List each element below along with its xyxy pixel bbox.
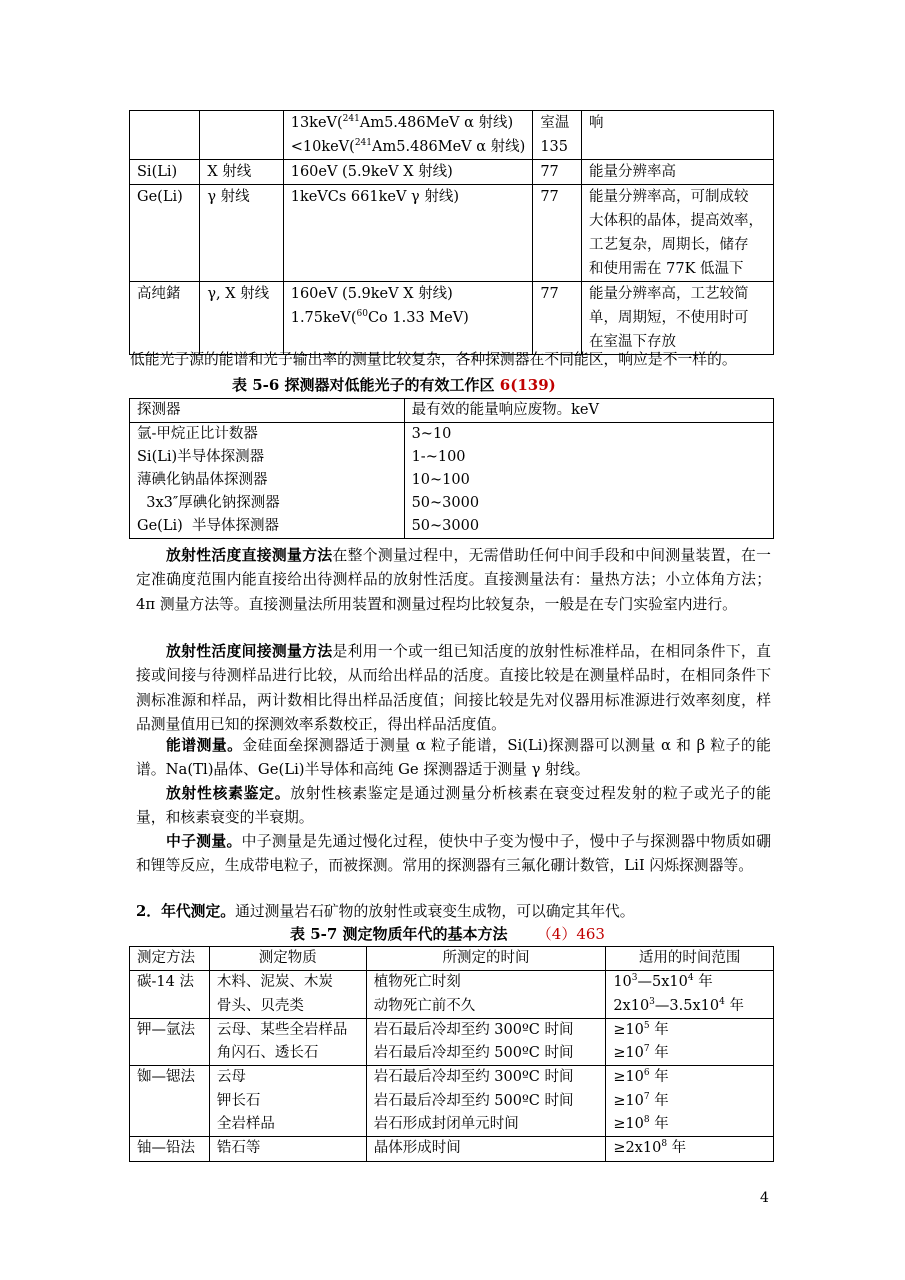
resolution-cell-line: 160eV (5.9keV X 射线) bbox=[290, 164, 453, 180]
time-cell-line: 岩石最后冷却至约 300ºC 时间 bbox=[373, 1021, 574, 1038]
table-header-row bbox=[130, 399, 774, 423]
temperature-cell bbox=[533, 160, 582, 185]
temperature-cell-line: 77 bbox=[540, 189, 559, 205]
detector-cell-line: Ge(Li) bbox=[137, 189, 183, 205]
radiation-cell bbox=[200, 282, 283, 355]
temperature-cell bbox=[533, 111, 582, 160]
header-cell-line: 测定方法 bbox=[137, 950, 195, 966]
resolution-cell bbox=[283, 185, 533, 282]
temperature-cell bbox=[533, 185, 582, 282]
time-cell-line: 晶体形成时间 bbox=[373, 1140, 461, 1157]
detector-cell bbox=[130, 282, 200, 355]
intro-line: 低能光子源的能谱和光子输出率的测量比较复杂，各种探测器在不同能区，响应是不一样的。 bbox=[130, 351, 737, 368]
table-row bbox=[130, 423, 774, 539]
time-cell bbox=[366, 1066, 606, 1137]
energy-range: 10~100 bbox=[411, 472, 470, 488]
detector-name: 薄碘化钠晶体探测器 bbox=[137, 472, 268, 488]
header-cell-line: 适用的时间范围 bbox=[638, 950, 741, 966]
radiation-cell bbox=[200, 160, 283, 185]
notes-cell bbox=[582, 111, 774, 160]
material-cell-line: 锆石等 bbox=[216, 1140, 261, 1157]
temperature-cell-line: 77 bbox=[540, 286, 559, 302]
resolution-cell bbox=[283, 282, 533, 355]
material-cell-line: 骨头、贝壳类 bbox=[216, 997, 304, 1014]
header-cell bbox=[209, 947, 366, 971]
paragraph-text: 金硅面垒探测器适于测量 α 粒子能谱，Si(Li)探测器可以测量 α 和 β 粒子的能谱。Na(Tl)晶体、Ge(Li)半导体和高纯 Ge 探测器适于测量 γ 射线。 bbox=[136, 737, 771, 779]
energy-range: 50~3000 bbox=[411, 518, 480, 534]
material-cell-line: 全岩样品 bbox=[216, 1116, 275, 1133]
resolution-cell bbox=[283, 111, 533, 160]
time-cell bbox=[366, 971, 606, 1019]
method-cell bbox=[130, 1137, 210, 1161]
range-cell-line: $\ge 10^5$ 年 bbox=[613, 1021, 669, 1038]
energy-range: 50~3000 bbox=[411, 495, 480, 511]
time-cell-line: 植物死亡时刻 bbox=[373, 974, 461, 991]
range-cell-line: $\ge 10^8$ 年 bbox=[613, 1115, 669, 1133]
material-cell-line: 云母 bbox=[216, 1069, 246, 1086]
detector-cell-line: 高纯鍺 bbox=[137, 286, 181, 302]
paragraph-text: 是利用一个或一组已知活度的放射性标准样品，在相同条件下，直接或间接与待测样品进行比较，从而给出样品的活度。直接比较是在测量样品时，在相同条件下测标准源和样品，两计数相比得出样品活度值；间接比较是先对仪器用标准源进行效率刻度，样品测量值用已知的探测效率系数校正，得出样品活度值。 bbox=[136, 643, 771, 733]
paragraph bbox=[136, 640, 771, 737]
resolution-cell-line: 1keVCs 661keV γ 射线) bbox=[290, 189, 459, 205]
method-cell-line: 铀—铅法 bbox=[137, 1140, 195, 1157]
table-row bbox=[130, 1018, 774, 1066]
range-cell bbox=[606, 971, 774, 1019]
paragraph-heading: 放射性活度间接测量方法 bbox=[166, 643, 333, 660]
section-2-bold: 2．年代测定。 bbox=[136, 903, 236, 920]
detector-cell bbox=[130, 160, 200, 185]
detector-cell-line bbox=[137, 111, 192, 135]
paragraph bbox=[136, 544, 771, 617]
time-cell bbox=[366, 1137, 606, 1161]
paragraph bbox=[136, 734, 771, 783]
notes-cell-line: 工艺复杂，周期长，储存 bbox=[589, 237, 749, 253]
temperature-cell-line: 135 bbox=[540, 139, 569, 155]
header-cell bbox=[366, 947, 606, 971]
time-cell-line: 动物死亡前不久 bbox=[373, 997, 476, 1014]
header-cell-line: 最有效的能量响应废物。keV bbox=[411, 402, 599, 418]
paragraph bbox=[136, 830, 771, 879]
radiation-cell-line: γ, X 射线 bbox=[207, 286, 270, 302]
table-row bbox=[130, 971, 774, 1019]
range-cell-line: $10^3—5x10^4$ 年 bbox=[613, 973, 713, 991]
section-2-heading bbox=[136, 900, 635, 924]
resolution-cell-line: 13keV($^{241}$Am5.486MeV α 射线) bbox=[290, 114, 514, 131]
detector-name: 氩-甲烷正比计数器 bbox=[137, 426, 258, 442]
resolution-cell bbox=[283, 160, 533, 185]
notes-cell-line: 大体积的晶体，提高效率， bbox=[589, 213, 764, 229]
resolution-cell-line: 160eV (5.9keV X 射线) bbox=[290, 286, 453, 302]
detector-name: Ge(Li) 半导体探测器 bbox=[137, 518, 279, 534]
notes-cell-line: 响 bbox=[589, 115, 604, 131]
range-cell-line: $\ge 10^6$ 年 bbox=[613, 1068, 669, 1086]
material-cell bbox=[209, 1137, 366, 1161]
paragraph-text: 放射性核素鉴定是通过测量分析核素在衰变过程发射的粒子或光子的能量，和核素衰变的半衰期。 bbox=[136, 785, 771, 827]
time-cell-line: 岩石最后冷却至约 500ºC 时间 bbox=[373, 1045, 574, 1062]
method-cell-line: 铷—锶法 bbox=[137, 1069, 195, 1086]
material-cell bbox=[209, 971, 366, 1019]
material-cell-line: 木料、泥炭、木炭 bbox=[216, 974, 333, 991]
notes-cell bbox=[582, 282, 774, 355]
radiation-cell bbox=[200, 185, 283, 282]
caption-text: 表 5-6 探测器对低能光子的有效工作区 bbox=[232, 376, 500, 394]
paragraph-text: 中子测量是先通过慢化过程，使快中子变为慢中子，慢中子与探测器中物质如硼和锂等反应，生成带电粒子，而被探测。常用的探测器有三氟化硼计数管，LiI 闪烁探测器等。 bbox=[136, 833, 771, 875]
caption-ref: 6(139) bbox=[499, 376, 556, 394]
notes-cell-line: 和使用需在 77K 低温下 bbox=[589, 261, 744, 277]
page-number: 4 bbox=[760, 1190, 769, 1206]
energy-column bbox=[404, 423, 773, 539]
detector-cell-line: Si(Li) bbox=[137, 164, 178, 180]
notes-cell-line: 单，周期短，不使用时可 bbox=[589, 310, 749, 326]
table-5-7-caption bbox=[290, 923, 605, 944]
method-cell bbox=[130, 1018, 210, 1066]
energy-range: 3~10 bbox=[411, 426, 452, 442]
detector-column bbox=[130, 423, 405, 539]
resolution-cell-line: 1.75keV($^{60}$Co 1.33 MeV) bbox=[290, 309, 469, 326]
table-row bbox=[130, 185, 774, 282]
range-cell bbox=[606, 1137, 774, 1161]
range-cell-line: $\ge 10^7$ 年 bbox=[613, 1044, 669, 1062]
range-cell bbox=[606, 1066, 774, 1137]
notes-cell-line: 能量分辨率高，工艺较简 bbox=[589, 286, 749, 302]
notes-cell bbox=[582, 160, 774, 185]
paragraph-text: 在整个测量过程中，无需借助任何中间手段和中间测量装置，在一定准确度范围内能直接给出待测样品的放射性活度。直接测量法有：量热方法；小立体角方法；4π 测量方法等。直接测量法所用装置和测量过程均比较复杂，一般是在专门实验室内进行。 bbox=[136, 547, 771, 613]
detector-name: Si(Li)半导体探测器 bbox=[137, 449, 265, 465]
header-cell-line: 所测定的时间 bbox=[442, 950, 530, 966]
header-cell bbox=[130, 399, 405, 423]
table-header-row bbox=[130, 947, 774, 971]
header-cell-line: 探测器 bbox=[137, 402, 181, 418]
time-cell bbox=[366, 1018, 606, 1066]
notes-cell bbox=[582, 185, 774, 282]
detector-cell bbox=[130, 185, 200, 282]
resolution-cell-line: <10keV($^{241}$Am5.486MeV α 射线) bbox=[290, 138, 526, 155]
detector-comparison-table bbox=[129, 110, 774, 355]
caption-ref: （4）463 bbox=[536, 925, 605, 943]
time-cell-line: 岩石最后冷却至约 300ºC 时间 bbox=[373, 1069, 574, 1086]
range-cell-line: $\ge 2x10^8$ 年 bbox=[613, 1139, 687, 1157]
temperature-cell bbox=[533, 282, 582, 355]
detector-name: 3x3″厚碘化钠探测器 bbox=[137, 495, 280, 511]
material-cell bbox=[209, 1066, 366, 1137]
time-cell-line: 岩石最后冷却至约 500ºC 时间 bbox=[373, 1092, 574, 1109]
radiation-cell bbox=[200, 111, 283, 160]
table-row bbox=[130, 1066, 774, 1137]
material-cell-line: 云母、某些全岩样品 bbox=[216, 1021, 348, 1038]
paragraph-heading: 能谱测量。 bbox=[166, 737, 243, 754]
paragraph-heading: 中子测量。 bbox=[166, 833, 242, 850]
method-cell bbox=[130, 1066, 210, 1137]
paragraph-heading: 放射性活度直接测量方法 bbox=[166, 547, 333, 564]
header-cell bbox=[606, 947, 774, 971]
notes-cell-line: 能量分辨率高，可制成较 bbox=[589, 189, 749, 205]
dating-methods-table bbox=[129, 946, 774, 1162]
material-cell bbox=[209, 1018, 366, 1066]
radiation-cell-line: X 射线 bbox=[207, 164, 252, 180]
header-cell-line: 测定物质 bbox=[258, 950, 317, 966]
table-row bbox=[130, 1137, 774, 1161]
time-cell-line: 岩石形成封闭单元时间 bbox=[373, 1116, 519, 1133]
paragraph bbox=[136, 782, 771, 831]
range-cell bbox=[606, 1018, 774, 1066]
section-2-text: 通过测量岩石矿物的放射性或衰变生成物，可以确定其年代。 bbox=[235, 903, 635, 920]
table-row bbox=[130, 160, 774, 185]
material-cell-line: 钾长石 bbox=[216, 1092, 261, 1109]
detector-cell bbox=[130, 111, 200, 160]
method-cell-line: 碳-14 法 bbox=[137, 974, 194, 991]
notes-cell-line: 在室温下存放 bbox=[589, 334, 677, 350]
temperature-cell-line: 77 bbox=[540, 164, 559, 180]
range-cell-line: $2x10^3—3.5x10^4$ 年 bbox=[613, 996, 744, 1014]
radiation-cell-line bbox=[207, 111, 275, 135]
method-cell-line: 钾—氩法 bbox=[137, 1021, 195, 1038]
paragraph-heading: 放射性核素鉴定。 bbox=[166, 785, 291, 802]
energy-range: 1-~100 bbox=[411, 449, 466, 465]
temperature-cell-line: 室温 bbox=[540, 115, 570, 131]
header-cell bbox=[404, 399, 773, 423]
notes-cell-line: 能量分辨率高 bbox=[589, 164, 677, 180]
range-cell-line: $\ge 10^7$ 年 bbox=[613, 1091, 669, 1109]
header-cell bbox=[130, 947, 210, 971]
caption-text: 表 5-7 测定物质年代的基本方法 bbox=[290, 925, 508, 943]
low-energy-detector-table bbox=[129, 398, 774, 539]
material-cell-line: 角闪石、透长石 bbox=[216, 1045, 319, 1062]
table-row bbox=[130, 282, 774, 355]
method-cell bbox=[130, 971, 210, 1019]
table-row bbox=[130, 111, 774, 160]
radiation-cell-line: γ 射线 bbox=[207, 189, 250, 205]
table-5-6-caption bbox=[232, 374, 556, 395]
